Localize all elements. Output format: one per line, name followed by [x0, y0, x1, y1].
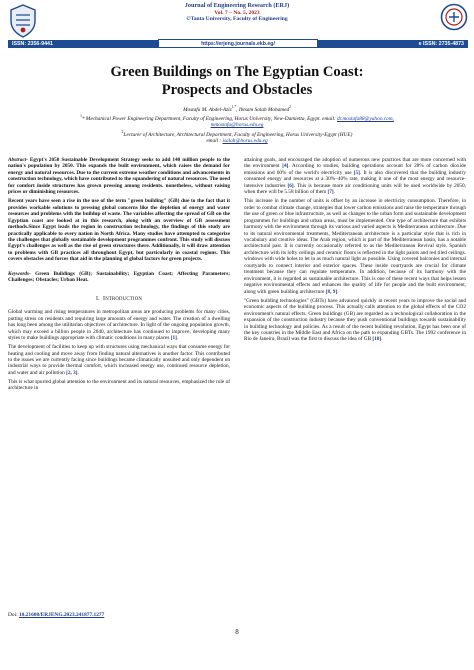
citation[interactable]: [10] — [372, 336, 382, 343]
citation[interactable]: [2, 3] — [66, 369, 78, 376]
tanta-university-logo-icon — [8, 3, 38, 39]
citation[interactable]: [7] — [327, 189, 334, 196]
journal-header-bar — [8, 40, 468, 48]
citation[interactable]: [1] — [170, 335, 177, 342]
author-1: Mostafa M. Abdel-Aziz — [183, 106, 232, 113]
issn-print: ISSN: 2356-9441 — [12, 40, 53, 47]
left-column — [8, 157, 230, 394]
paper-title — [0, 63, 474, 99]
body-paragraph: attaining goals, and encouraged the adoption of numerous new practices that are more concerned with the environment [4]. According to studies, building operations account for 28% of carbon dioxide emissions and 60% of the world's electricity use [5]. It is also discovered that the building industry consumed energy and resources at a 30%–40% rate, making it one of the most energy and resource-intensive industries [6]. This is because more air conditioning units will be used worldwide by 2050, when there will be 5.58 billion of them [7]. — [244, 157, 467, 196]
affiliation-2-sup: 2 — [121, 129, 124, 134]
citation[interactable]: [8, 9] — [325, 288, 338, 295]
journal-name: Journal of Engineering Research (ERJ) — [184, 2, 290, 9]
keywords — [8, 271, 230, 284]
journal-publisher: ©Tanta University, Faculty of Engineering — [186, 16, 288, 23]
journal-volume: Vol. 7 – No. 5, 2023 — [214, 9, 260, 16]
section-title-rest: NTRODUCTION — [105, 296, 143, 302]
body-paragraph: This increase in the number of units is offset by an increase in electricity consumption. Therefore, in order to combat climate change, strategies that lower carbon emissions and raise the temperature through the use of green or blue infrastructure, as well as changes to the urban form and sustainable development programmes for buildings and urban areas, must be implemented. One type of architecture that exhibits harmony with the environment through its various and varied aspects is Mediterranean architecture. Due to its natural environmental treatments, Mediterranean architecture is a particular style that is rich in vocabulary and creative ideas. The Arab region, which is part of the Mediterranean basin, has a notable architectural past. It is currently occasionally referred to as the Mediterranean Revival style. Spanish architecture with its lofty ceilings and ceramic floors is reflected in the light paints and red tiled ceilings. windows with wide holes to let in as much natural light as possible. Using covered balconies and internal courtyards to connect interior and exterior spaces. These inside courtyards are crucial for climate treatment because they can regulate temperature. In addition, because of its harmony with the environment, it is regarded as sustainable architecture. This is one of these recent ways that helps lessen negative environmental effects and enhances the quality of life for people and the built environment, along with green building architecture [8, 9]. — [244, 198, 466, 295]
citation[interactable]: [6] — [287, 182, 294, 189]
affiliation-1-sup: 1 — [80, 114, 82, 119]
abstract-text: Egypt's 2050 Sustainable Development Strategy seeks to add 140 million people to the nation's population by 2050. This expands the built environment, which raises the demand for energy and natural resources. Due to the current extreme weather conditions and advancements in construction technology, which have contributed to the squandering of natural resources. The need for comfort inside structures has grown pressing among residents. nonetheless, without raising prices or diminishing resources. — [8, 157, 230, 196]
journal-header — [0, 0, 474, 48]
body-paragraph: The development of facilities to keep up with structures using mechanical ways that consume energy for heating and cooling and move away from finding natural alternatives is another factor. This contributed to the issues we are currently facing since buildings became climatically unsuited and only dependent on industrial ways to provide thermal comfort, which increased energy use, continued resource depletion, and water and air pollution [2, 3]. — [8, 344, 230, 376]
affiliation-2-email — [30, 138, 444, 144]
affiliation-1-text: * Mechanical Power Engineering Department, Faculty of Engineering, Horus University, New-Damietta, Egypt. email: — [81, 115, 338, 122]
email-label: email : — [206, 137, 223, 144]
abstract-paragraph-2 — [8, 198, 230, 263]
body-paragraph: This is what spurred global attention to the environment and its natural resources, emphasized the role of architecture in — [8, 378, 230, 392]
author-1-sup: 1,* — [231, 105, 237, 109]
body-paragraph: "Green building technologies" (GBTs) have advanced quickly in recent years to improve the social and economic aspects of the building process. This actually calls attention to the global effects of the CO2 environment's natural effects. Green buildings (GB) are regarded as a technological collaboration in the expansion of the construction industry because they push conventional buildings towards sustainability in building technology and policies. As a result of the recent building revolution, Egypt has been one of the key countries in the Middle East and Africa on the path to expanding GBTs. The 1992 conference in Rio de Janeiro, Brazil was the first to discuss the idea of GB [10]. — [244, 297, 466, 343]
keywords-text: Green Buildings (GB); Sustainability; Egyptian Coast; Affecting Parameters; Challenges; Obstacles; Urban Heat. — [8, 270, 230, 284]
keywords-label: Keywords- — [8, 270, 31, 277]
author-names — [30, 104, 444, 113]
affiliation-2 — [30, 129, 444, 138]
author-2: , Ibtsam Salah Mohamed — [236, 106, 290, 113]
section-heading-introduction — [8, 296, 230, 303]
paper-title-line-1: Green Buildings on The Egyptian Coast: — [110, 64, 364, 80]
journal-info — [40, 3, 434, 23]
right-column — [244, 157, 466, 345]
citation[interactable]: [5] — [353, 169, 360, 176]
author-block — [30, 104, 444, 144]
author-2-sup: 2 — [289, 105, 291, 109]
section-title-cap: I — [103, 295, 106, 302]
erj-journal-logo-icon — [440, 3, 468, 33]
affiliation-1 — [30, 113, 444, 122]
abstract-text-2: Recent years have seen a rise in the use of the term "green building" (GB) due to the fact that it provides workable solutions to pressing global concerns like the depletion of energy and water resources and problems with the buildup of waste. The variables affecting the spread of GB on the Egyptian coast are looked at in this research, along with an overview of GB assessment methods.Since Egypt leads the region in construction technology, the findings of this study are practically applicable to every nation in North Africa. Many studies have attempted to categorize the challenges that globally sustainable development programmes confront. This study will discuss Egypt's challenges as well as the rise of green structures there. Additionally, it will draw attention to problems with GB practices all throughout Egypt, but particularly in coastal regions. This covers obstacles and forces that aid in the planning of global factors for green projects. — [8, 198, 230, 263]
email-link-3[interactable]: isalah@horus.edu.eg — [222, 137, 268, 144]
page-number: 8 — [235, 628, 239, 636]
email-link-1[interactable]: dr.mostafa88@yahoo.com, — [337, 115, 394, 122]
abstract-paragraph-1 — [8, 157, 230, 196]
section-numeral: I. — [95, 295, 100, 302]
issn-online: e ISSN: 2735-4873 — [418, 40, 464, 47]
doi-label: Doi: — [8, 612, 19, 618]
abstract-label: Abstract- — [8, 157, 28, 163]
paper-title-line-2: Prospects and Obstacles — [161, 82, 313, 98]
journal-url-link[interactable]: https://erjeng.journals.ekb.eg/ — [158, 39, 318, 48]
email-link-2[interactable]: mmostafa@horus.edu.eg — [210, 122, 264, 129]
body-paragraph: Global warming and rising temperatures in metropolitan areas are producing problems for many cities, putting stress on residents and requiring large amounts of energy and water. The creation of a dwelling has long been among the utilitarian objectives of architecture. In light of the ongoing population growth, which may exceed a billion people in 2040, architecture has continued to improve, developing many styles to make buildings appropriate with climatic conditions in many places [1]. — [8, 309, 230, 342]
doi-line — [8, 612, 104, 618]
affiliation-2-text: Lecturer of Architecture, Architectural Department, Faculty of Engineering, Horus University-Egypt (HUE) — [123, 131, 353, 138]
citation[interactable]: [4] — [282, 163, 289, 170]
doi-link[interactable]: 10.21608/ERJENG.2023.241877.1277 — [18, 612, 105, 618]
